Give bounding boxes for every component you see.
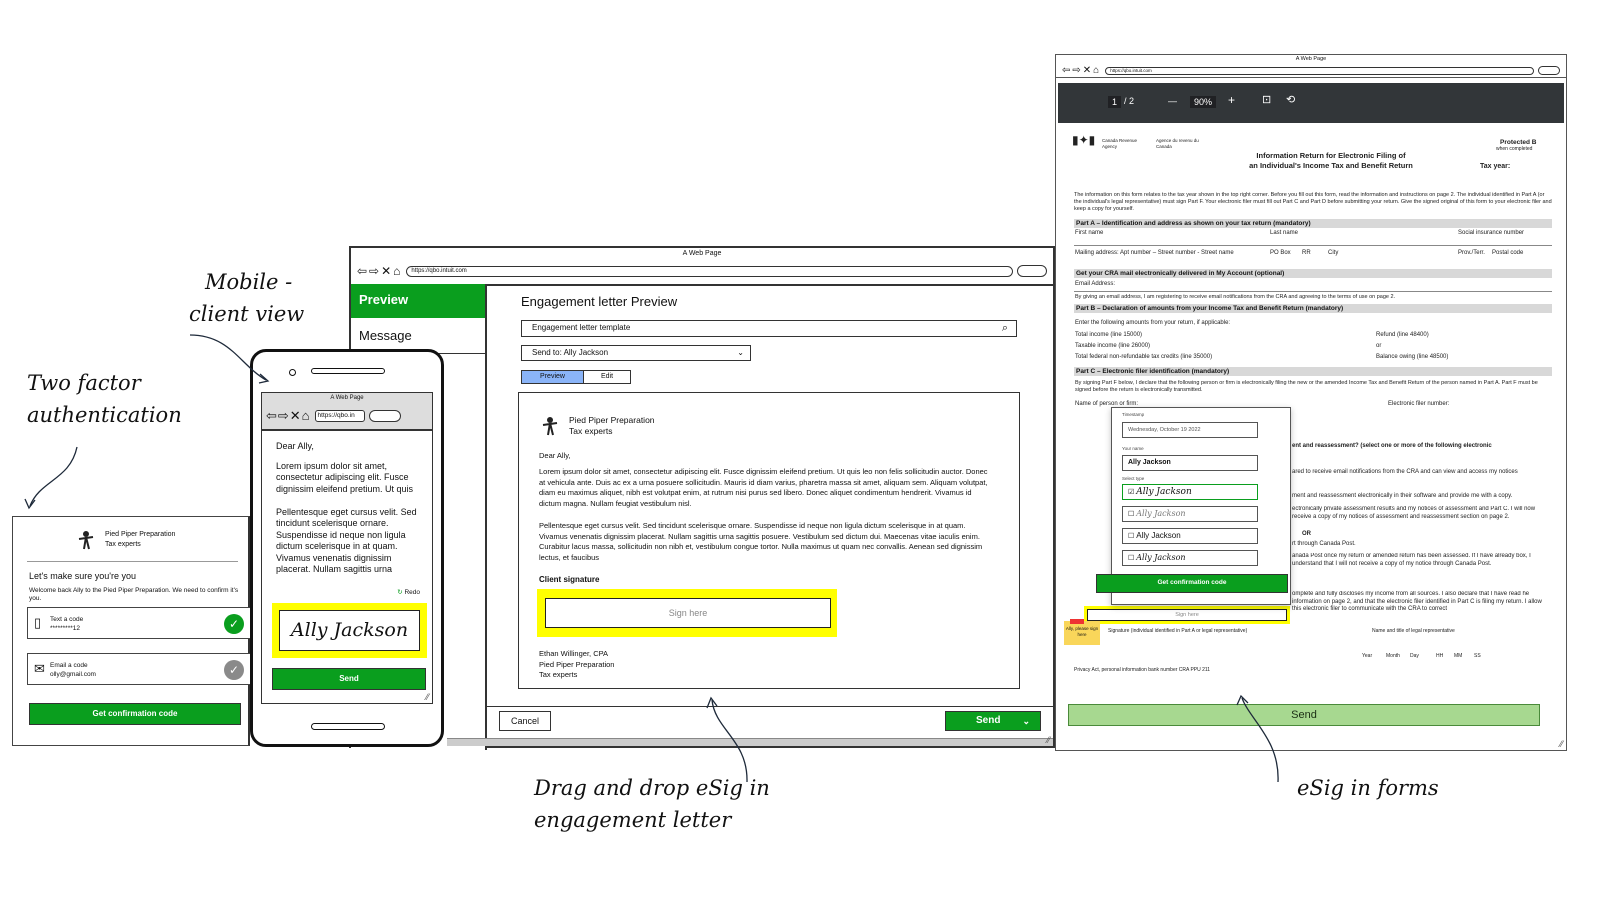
po-box-label: PO Box — [1270, 250, 1291, 256]
email-address-label: Email Address: — [1075, 281, 1116, 287]
browser-address-bar — [351, 258, 1053, 286]
signer-name: Ethan Willinger, CPA — [539, 649, 609, 658]
search-icon[interactable]: ⌕ — [1001, 322, 1008, 334]
signature-style-4[interactable]: ☐ Ally Jackson — [1122, 550, 1258, 566]
phone-screen — [261, 392, 433, 704]
zoom-level-field[interactable]: 90% — [1190, 96, 1216, 108]
cancel-button[interactable]: Cancel — [499, 711, 551, 731]
overlay-confirmation-button[interactable]: Get confirmation code — [1096, 574, 1288, 593]
option-software-copy: ment and reassessment electronically in their software and provide me with a copy. — [1292, 493, 1513, 499]
browser-title: A Web Page — [1295, 56, 1327, 62]
select-type-label: Select type — [1122, 476, 1145, 481]
letter-greeting: Dear Ally, — [539, 451, 571, 460]
redo-label: Redo — [404, 589, 420, 596]
form-title — [1226, 151, 1436, 171]
tax-form-browser — [1055, 54, 1567, 751]
client-signature-label: Client signature — [539, 575, 600, 584]
mailing-address-label: Mailing address: Apt number – Street number - Street name — [1075, 250, 1234, 256]
option-mail-copy: anada Post once my return or amended return has been assessed. If I have already box, I understand that I will not receive a copy of my notice through Canada Post. — [1292, 553, 1531, 567]
filer-number-label: Electronic filer number: — [1388, 401, 1450, 407]
canada-flag-icon: ▮✦▮ — [1072, 133, 1096, 147]
refresh-icon: ↻ — [397, 589, 405, 596]
letter-paragraph-2: Pellentesque eget cursus velit. Sed tincidunt scelerisque ornare. Suspendisse id neque non ligula dictum scelerisque in at quam. Vivamus venenatis dignissim placerat. Nullam sagittis urna sagittis posuere. Vestibulum sed dictum dui. Maecenas vitae iaculis enim. Curabitur lacus massa, sollicitudin non nibh et, vestibulum congue tortor. Nulla maximus ut quam nec convallis. Aenean sed dignissim lectus, et faucibus — [539, 521, 983, 562]
agency-english: Canada Revenue Agency — [1102, 138, 1138, 149]
person-firm-label: Name of person or firm: — [1075, 401, 1139, 407]
text-code-option[interactable] — [27, 607, 255, 639]
tfa-heading: Let's make sure you're you — [29, 571, 136, 581]
brand-name: Pied Piper Preparation — [105, 531, 176, 538]
fit-page-icon[interactable]: ⊡ — [1262, 94, 1272, 106]
browser-nav-icons[interactable]: ⇦⇨✕⌂ — [1062, 65, 1102, 76]
phone-paragraph-1: Lorem ipsum dolor sit amet, consectetur adipiscing elit. Fusce dignissim eleifend pretium. Ut quis — [276, 460, 414, 494]
get-confirmation-code-button[interactable]: Get confirmation code — [29, 703, 241, 725]
url-field[interactable]: https://qbo.intuit.com — [1105, 67, 1534, 75]
arrow-two-factor — [30, 447, 77, 506]
province-label: Prov./Terr. — [1458, 250, 1485, 256]
email-code-option[interactable] — [27, 653, 255, 685]
checkbox-icon: ☐ — [1128, 555, 1137, 562]
rotate-icon[interactable]: ⟲ — [1286, 94, 1296, 106]
brand-tagline: Tax experts — [569, 426, 613, 436]
resize-handle-icon[interactable]: ⁄⁄ — [1046, 735, 1050, 745]
send-label: Send — [976, 715, 1001, 726]
zoom-in-icon[interactable]: + — [1228, 93, 1236, 107]
signature-style-2[interactable]: ☐ Ally Jackson — [1122, 506, 1258, 522]
form-send-button[interactable]: Send — [1068, 704, 1540, 726]
form-intro: The information on this form relates to the tax year shown in the top right corner. Before you fill out this form, read the information and instructions on page 2. The individual identified in Part A (or the individual's legal representative) must sign Part F. Your electronic filer must fill out Part C and Part D before submitting your return. Give the signed original of this form to your electronic filer and keep a copy for yourself. — [1074, 192, 1552, 212]
cra-mail-header: Get your CRA mail electronically delivered in My Account (optional) — [1074, 269, 1552, 278]
form-sign-here-field[interactable]: Sign here — [1087, 609, 1287, 621]
option-canada-post: rt through Canada Post. — [1292, 541, 1356, 547]
brand-name: Pied Piper Preparation — [569, 415, 655, 425]
part-c-header: Part C – Electronic filer identification (mandatory) — [1074, 367, 1552, 376]
phone-address-bar — [262, 403, 432, 431]
checkbox-icon: ☐ — [1128, 533, 1137, 540]
when-completed-label: when completed — [1496, 146, 1533, 152]
annotation-mobile-line1: Mobile - — [205, 270, 293, 294]
letter-paragraph-1: Lorem ipsum dolor sit amet, consectetur adipiscing elit. Fusce dignissim eleifend pretium. Ut quis leo non felis sollicitudin auctor. Donec at vehicula ante. Duis ac ex a urna posuere sollicitudin. Mauris id diam varius, pharetra massa sit amet, aliquam sem. Aliquam volutpat, diam eu maximus aliquet, nibh est volutpat enim, at rutrum nisi purus sed libero. Donec aliquet condimentum hendrerit. Vivamus id dictum magna. Nullam feugiat vestibulum nisl. — [539, 467, 988, 508]
action-footer — [487, 706, 1053, 736]
your-name-field[interactable]: Ally Jackson — [1122, 455, 1258, 471]
signer-tagline: Tax experts — [539, 670, 578, 679]
hour-label: HH — [1436, 653, 1444, 659]
browser-search-field[interactable] — [1538, 66, 1560, 75]
sticky-note: Ally, please sign here — [1064, 621, 1100, 645]
checkbox-checked-icon: ☑ — [1128, 489, 1137, 496]
phone-icon: ▯ — [34, 615, 42, 630]
email-consent: By giving an email address, I am registering to receive email notifications from the CRA and agreeing to the terms of use on page 2. — [1075, 294, 1396, 300]
timestamp-label: Timestamp — [1122, 412, 1145, 417]
preview-edit-tabs — [521, 370, 631, 384]
send-button[interactable] — [945, 711, 1041, 731]
email-code-value: olly@gmail.com — [50, 671, 96, 678]
divider — [27, 561, 238, 562]
total-income-label: Total income (line 15000) — [1075, 332, 1143, 338]
annotation-mobile-line2: client view — [189, 302, 305, 326]
last-name-field-label: Last name — [1270, 230, 1299, 236]
resize-handle-icon[interactable]: ⁄⁄ — [1559, 739, 1563, 749]
protected-label: Protected B — [1500, 139, 1537, 146]
two-factor-panel — [12, 516, 250, 746]
form-title-line1: Information Return for Electronic Filing of — [1256, 151, 1406, 160]
annotation-two-factor-line1: Two factor — [27, 371, 141, 395]
month-label: Month — [1386, 653, 1400, 659]
agency-french: Agence du revenu du Canada — [1156, 138, 1199, 149]
template-search-field[interactable] — [521, 320, 1017, 337]
or-label-upper: OR — [1302, 531, 1311, 537]
privacy-note: Privacy Act, personal information bank number CRA PPU 211 — [1074, 667, 1211, 673]
sidebar-item-message[interactable]: Message — [351, 318, 485, 354]
option-email-notice: ared to receive email notifications from the CRA and can view and access my notices — [1292, 469, 1518, 475]
browser-search-field[interactable] — [1017, 265, 1047, 277]
signature-caption: Signature (individual identified in Part A or legal representative) — [1108, 628, 1248, 634]
part-a-header: Part A – Identification and address as shown on your tax return (mandatory) — [1074, 219, 1552, 228]
chevron-down-icon[interactable]: ⌄ — [1022, 716, 1030, 726]
signature-style-3[interactable]: ☐ Ally Jackson — [1122, 528, 1258, 544]
option-private-results: ectronically private assessment results and my notices of assessment and Part C. I will now receive a copy of my notices of assessment and reassessment section on page 2. — [1292, 506, 1536, 520]
phone-search-field[interactable] — [369, 410, 401, 422]
camera-icon — [289, 369, 296, 376]
resize-handle-icon[interactable]: ⁄⁄ — [425, 692, 429, 702]
taxable-income-label: Taxable income (line 26000) — [1075, 343, 1151, 349]
or-label: or — [1376, 343, 1382, 349]
tax-year-label: Tax year: — [1480, 163, 1511, 170]
minute-label: MM — [1454, 653, 1463, 659]
annotation-forms: eSig in forms — [1297, 776, 1439, 800]
letter-preview — [518, 392, 1020, 689]
declaration-text: omplete and fully discloses my income from all sources. I also declare that I have read he information on page 2, and that the electronic filer identified in Part C is filing my return. I allow this electronic filer to communicate with the CRA to correct — [1292, 591, 1542, 612]
rr-label: RR — [1302, 250, 1311, 256]
form-title-line2: an Individual's Income Tax and Benefit Return — [1249, 161, 1413, 170]
sidebar-item-preview[interactable]: Preview — [351, 284, 485, 318]
browser-nav-icons[interactable]: ⇦⇨✕⌂ — [357, 264, 403, 278]
engagement-letter-browser — [349, 246, 1055, 748]
check-circle-icon: ✓ — [224, 614, 244, 634]
zoom-out-icon[interactable]: — — [1168, 96, 1177, 106]
home-button-icon[interactable] — [311, 723, 385, 730]
sign-here-field[interactable]: Sign here — [545, 598, 831, 628]
phone-signature-field[interactable] — [279, 610, 420, 651]
url-field[interactable]: https://qbo.intuit.com — [406, 266, 1013, 277]
reassessment-header: ent and reassessment? (select one or more of the following electronic — [1292, 443, 1492, 449]
pied-piper-logo-icon — [75, 529, 97, 551]
text-code-value: *********12 — [50, 625, 80, 632]
mail-icon: ✉ — [34, 661, 45, 676]
brand-tagline: Tax experts — [105, 541, 141, 548]
year-label: Year — [1362, 653, 1373, 659]
form-row-line — [1074, 245, 1552, 246]
refund-label: Refund (line 48400) — [1376, 332, 1429, 338]
form-row-line — [1074, 291, 1552, 292]
browser-title: A Web Page — [682, 250, 722, 257]
template-value: Engagement letter template — [532, 323, 631, 332]
phone-signature: Ally Jackson — [290, 619, 409, 641]
tfa-body: Welcome back Ally to the Pied Piper Preparation. We need to confirm it's you. — [29, 587, 239, 602]
annotation-drag-line1: Drag and drop eSig in — [534, 776, 770, 800]
enter-amounts-label: Enter the following amounts from your return, if applicable: — [1075, 320, 1231, 326]
tab-edit[interactable]: Edit — [600, 373, 614, 380]
credits-label: Total federal non-refundable tax credits (line 35000) — [1075, 354, 1213, 360]
arrowhead-two-factor — [25, 499, 35, 508]
phone-send-button[interactable]: Send — [272, 668, 426, 690]
your-name-label: Your name — [1122, 446, 1144, 451]
page-current-field[interactable]: 1 — [1108, 96, 1121, 108]
pdf-toolbar — [1058, 83, 1564, 123]
first-name-field-label: First name — [1075, 230, 1104, 236]
browser-nav-icons[interactable]: ⇦⇨✕⌂ — [266, 408, 311, 423]
annotation-two-factor-line2: authentication — [27, 403, 182, 427]
phone-letter — [262, 431, 432, 576]
checkbox-icon: ☐ — [1128, 511, 1137, 518]
timestamp-field[interactable]: Wednesday, October 19 2022 — [1122, 422, 1258, 438]
page-total: / 2 — [1124, 96, 1135, 106]
phone-url-field[interactable]: https://qbo.in — [315, 410, 365, 422]
phone-paragraph-2: Pellentesque eget cursus velit. Sed tincidunt scelerisque ornare. Suspendisse id neque non ligula dictum scelerisque in at quam. Vivamus venenatis dignissim placerat. Nullam sagittis urna — [276, 506, 417, 574]
letter-signer — [539, 649, 989, 681]
mobile-phone — [250, 349, 444, 747]
phone-greeting: Dear Ally, — [276, 441, 314, 451]
part-b-header: Part B – Declaration of amounts from your Income Tax and Benefit Return (mandatory) — [1074, 304, 1552, 313]
chevron-down-icon: ⌄ — [737, 348, 744, 357]
esig-overlay — [1111, 407, 1291, 605]
second-label: SS — [1474, 653, 1481, 659]
email-code-label: Email a code — [50, 662, 88, 669]
letter-brand-logo — [539, 415, 655, 437]
redo-link[interactable] — [397, 588, 420, 596]
text-code-label: Text a code — [50, 616, 84, 623]
horizontal-scrollbar[interactable] — [447, 738, 1053, 746]
city-label: City — [1328, 250, 1339, 256]
postal-code-label: Postal code — [1492, 250, 1524, 256]
page-title: Engagement letter Preview — [521, 294, 678, 309]
signer-company: Pied Piper Preparation — [539, 659, 615, 669]
check-circle-icon: ✓ — [224, 660, 244, 680]
speaker-icon — [311, 368, 385, 374]
balance-label: Balance owing (line 48500) — [1376, 354, 1449, 360]
day-label: Day — [1410, 653, 1419, 659]
annotation-drag-line2: engagement letter — [534, 808, 732, 832]
browser-address-bar — [1056, 64, 1566, 78]
part-c-text: By signing Part F below, I declare that the following person or firm is electronically filing the new or the amended Income Tax and Benefit Return of the person named in Part A. Part F must be signed before the return is electronically transmitted. — [1075, 380, 1538, 393]
brand-logo — [75, 529, 175, 551]
sin-field-label: Social insurance number — [1458, 230, 1525, 236]
pied-piper-logo-icon — [539, 415, 561, 437]
send-to-value: Send to: Ally Jackson — [532, 348, 609, 357]
tab-preview[interactable]: Preview — [522, 371, 584, 383]
send-to-select[interactable] — [521, 345, 751, 361]
signature-style-1[interactable]: ☑ Ally Jackson — [1122, 484, 1258, 500]
phone-browser-title: A Web Page — [262, 393, 432, 403]
name-title-caption: Name and title of legal representative — [1372, 628, 1455, 634]
